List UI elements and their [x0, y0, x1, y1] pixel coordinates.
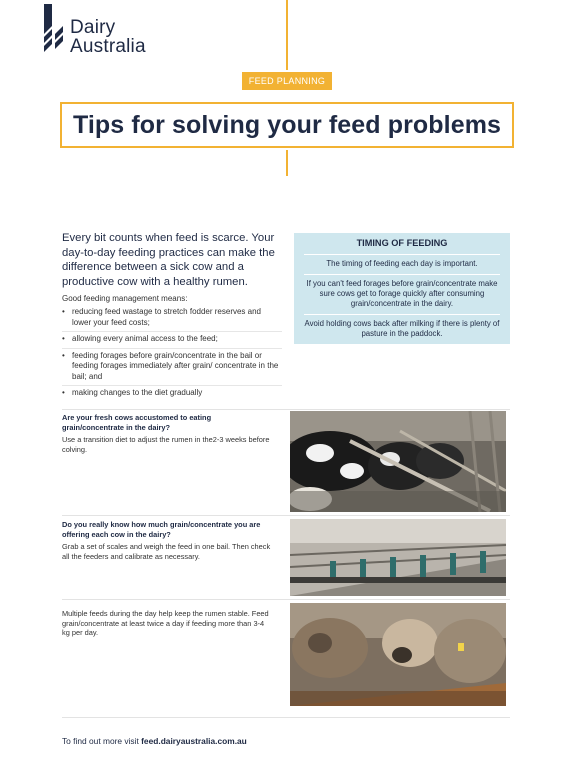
dairy-bails-image: [290, 519, 506, 596]
footer-prefix: To find out more visit: [62, 736, 142, 746]
footer-divider: [62, 717, 510, 718]
qa-answer: Use a transition diet to adjust the rumen in the2-3 weeks before colving.: [62, 435, 270, 454]
page-title: Tips for solving your feed problems: [72, 110, 502, 139]
cows-trough-image: [290, 603, 506, 706]
dairy-bails-photo: [290, 519, 506, 596]
timing-title: TIMING OF FEEDING: [304, 237, 500, 255]
footer-link[interactable]: feed.dairyaustralia.com.au: [141, 736, 247, 746]
logo-stripes-icon: [44, 4, 66, 54]
accent-line-top: [286, 0, 288, 70]
title-box: [60, 102, 514, 148]
brand-line1: Dairy: [70, 17, 116, 38]
management-list: [62, 307, 282, 404]
brand-name: [70, 18, 146, 56]
timing-of-feeding-panel: [294, 233, 510, 344]
cows-eating-image: [290, 411, 506, 512]
intro-text: Every bit counts when feed is scarce. Your day-to-day feeding practices can make the difference between a sick cow and a productive cow with a healthy rumen.: [62, 232, 275, 288]
qa-answer: Grab a set of scales and weigh the feed in one bail. Then check all the feeders and calibrate as necessary.: [62, 542, 271, 561]
cows-trough-photo: [290, 603, 506, 706]
qa-answer: Multiple feeds during the day help keep the rumen stable. Feed grain/concentrate at least twice a day if feeding more than 3-4 kg per day.: [62, 609, 269, 637]
qa-question: Are your fresh cows accustomed to eating grain/concentrate in the dairy?: [62, 413, 212, 432]
timing-point: If you can't feed forages before grain/concentrate make sure cows get to forage quickly after consuming grain/concentrate in the dairy.: [304, 275, 500, 315]
dairy-australia-logo: [44, 4, 164, 58]
footer: [62, 736, 247, 746]
timing-point: Avoid holding cows back after milking if there is plenty of pasture in the paddock.: [304, 319, 500, 338]
cows-eating-photo: [290, 411, 506, 512]
list-item: • reducing feed wastage to stretch fodder reserves and lower your feed costs;: [62, 307, 282, 332]
list-item: • allowing every animal access to the feed;: [62, 334, 282, 349]
brand-line2: Australia: [70, 36, 146, 57]
list-item: • feeding forages before grain/concentrate in the bail or feeding forages immediately after grain/ concentrate in the bail; and: [62, 351, 282, 387]
list-item: • making changes to the diet gradually: [62, 388, 282, 402]
timing-point: The timing of feeding each day is important.: [304, 255, 500, 275]
section-tag: FEED PLANNING: [242, 72, 332, 90]
accent-line-mid: [286, 150, 288, 176]
qa-question: Do you really know how much grain/concentrate you are offering each cow in the dairy?: [62, 520, 261, 539]
management-label: Good feeding management means:: [62, 294, 188, 303]
